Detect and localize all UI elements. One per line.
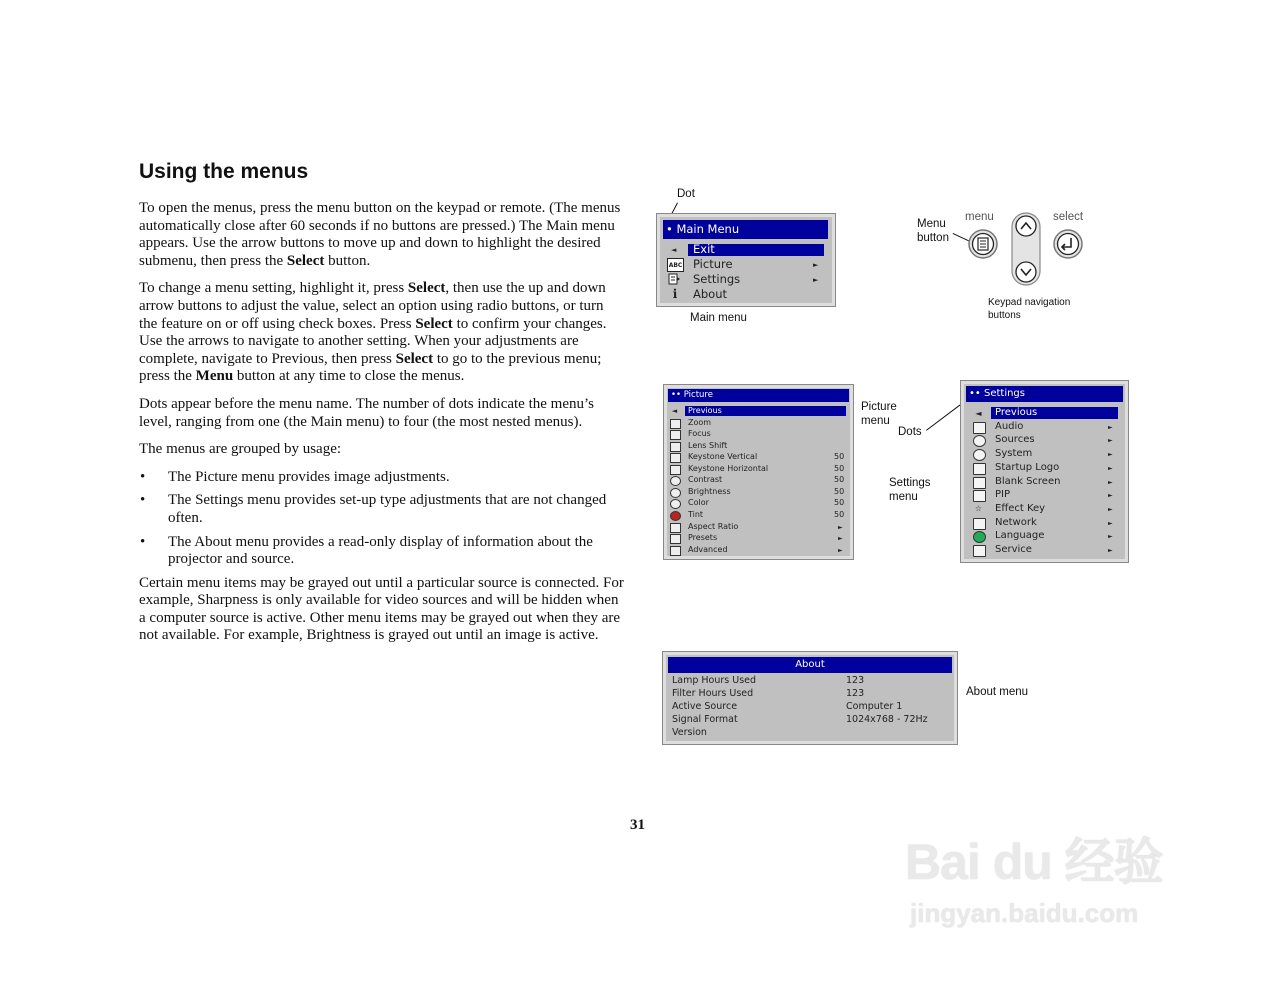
main-menu-title: • Main Menu [666, 222, 740, 236]
about-row-value: Computer 1 [846, 701, 903, 712]
caption-line: Keypad navigation [988, 297, 1071, 308]
text-run: , then use the up and down arrow buttons to adjust the value, select an option using radio buttons, or turn the feature on or off using check boxes. Press [139, 280, 606, 332]
callout-line: Picture [861, 401, 897, 413]
keypad-graphic [960, 205, 1090, 290]
text-run: to confirm your changes. Use the arrows to navigate to another setting. When your adjustments are complete, navigate to Previous, then press [139, 315, 607, 367]
callout-line: menu [889, 490, 918, 503]
body-text [139, 200, 625, 655]
settings-menu-item[interactable]: Startup Logo [995, 461, 1060, 473]
watermark-url: jingyan.baidu.com [910, 898, 1139, 928]
list-item: • The Picture menu provides image adjustments. [139, 469, 625, 487]
callout-line: button [917, 231, 949, 244]
about-row-label: Active Source [672, 701, 738, 712]
system-icon [973, 449, 986, 461]
select-button-icon[interactable] [1054, 230, 1082, 258]
picture-menu-item[interactable]: Aspect Ratio [688, 521, 739, 531]
settings-menu-item[interactable]: Language [995, 530, 1045, 542]
chevron-right-icon: ► [1108, 423, 1113, 431]
picture-menu-value: 50 [834, 509, 845, 519]
chevron-right-icon: ► [1108, 451, 1113, 459]
left-arrow-icon: ◄ [671, 246, 677, 254]
picture-menu-callout [861, 401, 897, 428]
settings-menu-item[interactable]: System [995, 448, 1033, 460]
network-icon [973, 518, 986, 530]
callout-line: Menu [917, 218, 946, 230]
globe-icon [973, 531, 986, 543]
about-menu-title: About [795, 659, 825, 670]
menu-keyword: Menu [195, 368, 234, 385]
advanced-icon [670, 546, 681, 556]
star-icon: ☆ [974, 504, 983, 514]
text-run: to go to the previous menu; press the [139, 350, 602, 385]
text-run: button at any time to close the menus. [233, 368, 465, 385]
about-menu-header [668, 657, 952, 673]
list-item: • The About menu provides a read-only display of information about the projector and source. [139, 534, 625, 569]
picture-menu-header [668, 389, 849, 402]
zoom-icon [670, 419, 681, 429]
settings-menu-item[interactable]: Previous [995, 407, 1038, 418]
paragraph-open-menus [139, 200, 625, 270]
settings-menu-title: •• Settings [969, 388, 1025, 399]
chevron-right-icon: ► [838, 535, 843, 543]
caption-line: buttons [988, 310, 1021, 321]
settings-menu-item[interactable]: Audio [995, 420, 1024, 432]
chevron-right-icon: ► [838, 546, 843, 554]
chevron-right-icon: ► [1108, 492, 1113, 500]
chevron-right-icon: ► [1108, 519, 1113, 527]
keystone-horizontal-icon [670, 465, 681, 475]
chevron-right-icon: ► [813, 261, 819, 269]
text-run: To open the menus, press the menu button on the keypad or remote. (The menus automatically close after 60 seconds if no buttons are pressed.) The Main menu appears. Use the arrow buttons to move up and down to highlight the desired submenu, then press the [139, 200, 621, 269]
text-run: To change a menu setting, highlight it, press [139, 280, 408, 297]
about-row-label: Filter Hours Used [672, 688, 754, 699]
select-keyword: Select [395, 350, 434, 367]
list-item: • The Settings menu provides set-up type adjustments that are not changed often. [139, 492, 625, 527]
aspect-ratio-icon [670, 523, 681, 533]
main-menu-item-about[interactable]: About [693, 287, 728, 301]
chevron-right-icon: ► [1108, 533, 1113, 541]
sources-icon [973, 435, 986, 447]
color-icon [670, 499, 681, 509]
settings-menu-callout [889, 477, 931, 504]
watermark-logo: Bai du 经验 [905, 834, 1163, 890]
left-arrow-icon: ◄ [671, 407, 678, 415]
chevron-right-icon: ► [1108, 505, 1113, 513]
usage-list [139, 469, 625, 569]
speaker-icon [973, 422, 986, 434]
pip-icon [973, 490, 986, 502]
menu-button-callout [917, 218, 949, 245]
left-arrow-icon: ◄ [975, 408, 982, 418]
contrast-icon [670, 476, 681, 486]
main-menu-item-picture[interactable]: Picture [693, 257, 733, 271]
about-row-label: Lamp Hours Used [672, 675, 757, 686]
picture-menu-value: 50 [834, 463, 845, 473]
chevron-right-icon: ► [1108, 547, 1113, 554]
main-menu-item-exit[interactable]: Exit [693, 242, 715, 256]
chevron-right-icon: ► [1108, 464, 1113, 472]
picture-menu-title: •• Picture [671, 390, 713, 400]
chevron-right-icon: ► [813, 276, 819, 284]
picture-menu-value: 50 [834, 486, 845, 496]
keypad-menu-label: menu [965, 211, 994, 223]
picture-menu-item[interactable]: Focus [688, 429, 711, 439]
callout-line: Settings [889, 477, 931, 489]
page-title: Using the menus [139, 160, 309, 183]
chevron-down-icon[interactable] [1016, 262, 1036, 282]
about-menu-caption: About menu [966, 686, 1029, 698]
keystone-vertical-icon [670, 453, 681, 463]
picture-menu-item[interactable]: Tint [688, 509, 704, 519]
text-run: button. [324, 252, 371, 269]
picture-menu-item[interactable]: Presets [688, 533, 718, 543]
lens-shift-icon [670, 442, 681, 452]
paragraph-grayed-out: Certain menu items may be grayed out until a particular source is connected. For example, Sharpness is only available for video sources and will be hidden when a computer source is active. Other menu items may be grayed out when they are not available. For example, Brightness is grayed out until an image is active. [139, 574, 624, 644]
about-row-label: Version [672, 727, 707, 738]
main-menu-item-settings[interactable]: Settings [693, 272, 741, 286]
chevron-right-icon: ► [838, 523, 843, 531]
dots-callout-label: Dots [898, 426, 922, 438]
chevron-right-icon: ► [1108, 478, 1113, 486]
picture-menu-screenshot [663, 384, 854, 560]
settings-menu-item[interactable]: Blank Screen [995, 475, 1061, 487]
paragraph-grouped: The menus are grouped by usage: [139, 441, 342, 458]
main-menu-caption: Main menu [690, 312, 747, 324]
picture-menu-value: 50 [834, 498, 845, 508]
settings-menu-item[interactable]: Network [995, 516, 1037, 528]
settings-menu-item[interactable]: Sources [995, 434, 1035, 446]
keypad-navigation-caption [988, 296, 1070, 322]
settings-menu-item[interactable]: PIP [995, 489, 1011, 501]
about-row-label: Signal Format [672, 714, 738, 725]
page-number: 31 [630, 817, 645, 833]
picture-menu-item[interactable]: Zoom [688, 417, 712, 427]
picture-menu-item[interactable]: Brightness [688, 486, 731, 496]
picture-menu-item[interactable]: Advanced [688, 544, 728, 554]
wrench-icon [973, 545, 986, 557]
picture-menu-value: 50 [834, 475, 845, 485]
settings-menu-item[interactable]: Effect Key [995, 502, 1046, 514]
settings-menu-item[interactable]: Service [995, 544, 1032, 555]
about-row-value: 123 [846, 675, 865, 686]
chevron-up-icon[interactable] [1016, 216, 1036, 236]
paragraph-dots: Dots appear before the menu name. The number of dots indicate the menu’s level, ranging from one (the Main menu) to four (the most nested menus). [139, 395, 594, 430]
callout-line: menu [861, 414, 890, 427]
settings-menu-screenshot [960, 380, 1129, 563]
blank-screen-icon [973, 477, 986, 489]
tint-icon [670, 511, 681, 521]
about-row-value: 123 [846, 688, 865, 699]
main-menu-header [663, 220, 828, 239]
picture-menu-value: 50 [834, 452, 845, 462]
chevron-right-icon: ► [1108, 437, 1113, 445]
settings-menu-header [966, 386, 1123, 402]
keypad-select-label: select [1053, 211, 1084, 223]
abc-icon: ABC [667, 258, 684, 272]
about-menu-screenshot [662, 651, 958, 745]
menu-button-icon[interactable] [969, 230, 997, 258]
focus-icon [670, 430, 681, 440]
presets-icon [670, 534, 681, 544]
brightness-icon [670, 488, 681, 498]
picture-menu-item[interactable]: Previous [688, 406, 722, 415]
about-row-value: 1024x768 - 72Hz [846, 714, 928, 725]
picture-menu-item[interactable]: Color [688, 498, 709, 508]
picture-menu-item[interactable]: Keystone Vertical [688, 452, 758, 462]
settings-icon [668, 273, 681, 285]
picture-menu-item[interactable]: Lens Shift [688, 440, 728, 450]
main-menu-screenshot [656, 213, 836, 307]
picture-menu-item[interactable]: Contrast [688, 475, 723, 485]
dot-callout-label: Dot [677, 188, 695, 200]
select-keyword: Select [286, 252, 325, 269]
paragraph-change-setting [139, 280, 625, 386]
select-keyword: Select [415, 315, 453, 332]
select-keyword: Select [407, 280, 446, 297]
logo-icon [973, 463, 986, 475]
info-icon: i [672, 286, 678, 301]
picture-menu-item[interactable]: Keystone Horizontal [688, 463, 769, 473]
